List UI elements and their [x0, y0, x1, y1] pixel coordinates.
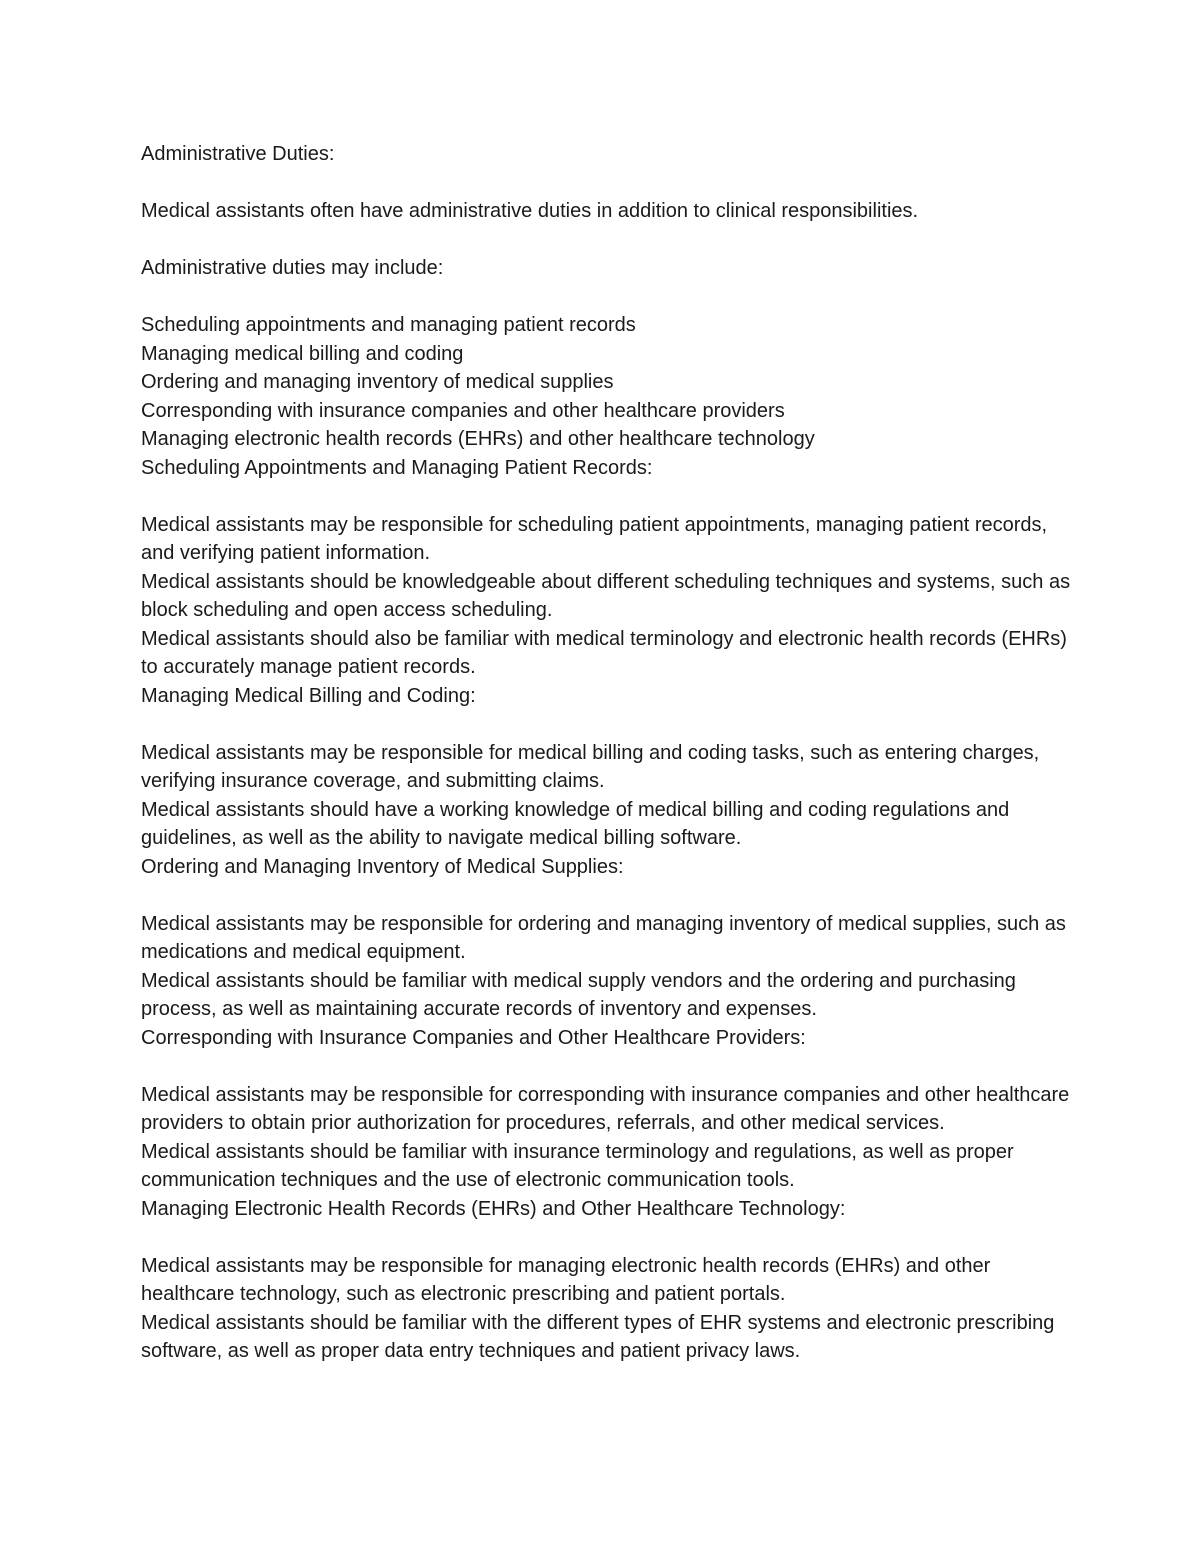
duties-list — [141, 311, 1081, 454]
duty-item: Ordering and managing inventory of medical supplies — [141, 371, 614, 393]
section-title: Corresponding with Insurance Companies and Other Healthcare Providers: — [141, 1026, 806, 1049]
section-paragraph: Medical assistants may be responsible for medical billing and coding tasks, such as entering charges, verifying insurance coverage, and submitting claims. — [141, 741, 1040, 792]
duty-item: Corresponding with insurance companies and other healthcare providers — [141, 399, 785, 422]
spacer — [141, 226, 1081, 255]
section-paragraph: Medical assistants may be responsible for scheduling patient appointments, managing patient records, and verifying patient information. — [141, 513, 1048, 564]
spacer — [141, 283, 1081, 312]
duty-item: Managing electronic health records (EHRs) and other healthcare technology — [141, 428, 815, 450]
section-scheduling — [141, 454, 1081, 682]
section-paragraph: Medical assistants should also be familiar with medical terminology and electronic health records (EHRs) to accurately manage patient records. — [141, 627, 1067, 678]
section-paragraph: Medical assistants should have a working knowledge of medical billing and coding regulations and guidelines, as well as the ability to navigate medical billing software. — [141, 798, 1010, 849]
list-intro: Administrative duties may include: — [141, 257, 444, 279]
section-insurance — [141, 1024, 1081, 1195]
spacer — [141, 482, 1081, 511]
document-heading: Administrative Duties: — [141, 143, 335, 165]
intro-paragraph: Medical assistants often have administrative duties in addition to clinical responsibilities. — [141, 200, 919, 222]
section-paragraph: Medical assistants should be familiar with medical supply vendors and the ordering and purchasing process, as well as maintaining accurate records of inventory and expenses. — [141, 969, 1016, 1020]
duty-item: Scheduling appointments and managing patient records — [141, 314, 636, 336]
section-title: Ordering and Managing Inventory of Medical Supplies: — [141, 855, 624, 878]
spacer — [141, 1223, 1081, 1252]
section-title: Managing Medical Billing and Coding: — [141, 684, 476, 707]
section-paragraph: Medical assistants may be responsible for managing electronic health records (EHRs) and other healthcare technology, such as electronic prescribing and patient portals. — [141, 1254, 991, 1305]
section-title: Scheduling Appointments and Managing Patient Records: — [141, 456, 653, 479]
section-paragraph: Medical assistants may be responsible for ordering and managing inventory of medical supplies, such as medications and medical equipment. — [141, 912, 1066, 963]
section-billing — [141, 682, 1081, 853]
section-paragraph: Medical assistants should be familiar with the different types of EHR systems and electronic prescribing software, as well as proper data entry techniques and patient privacy laws. — [141, 1311, 1055, 1362]
section-title: Managing Electronic Health Records (EHRs) and Other Healthcare Technology: — [141, 1197, 846, 1220]
duty-item: Managing medical billing and coding — [141, 342, 464, 365]
spacer — [141, 710, 1081, 739]
spacer — [141, 169, 1081, 198]
section-paragraph: Medical assistants may be responsible for corresponding with insurance companies and other healthcare providers to obtain prior authorization for procedures, referrals, and other medical services. — [141, 1083, 1070, 1134]
section-ehr — [141, 1195, 1081, 1366]
section-paragraph: Medical assistants should be knowledgeable about different scheduling techniques and systems, such as block scheduling and open access scheduling. — [141, 570, 1071, 621]
document-page — [141, 140, 1081, 1366]
section-paragraph: Medical assistants should be familiar with insurance terminology and regulations, as well as proper communication techniques and the use of electronic communication tools. — [141, 1140, 1014, 1191]
spacer — [141, 881, 1081, 910]
section-inventory — [141, 853, 1081, 1024]
spacer — [141, 1052, 1081, 1081]
